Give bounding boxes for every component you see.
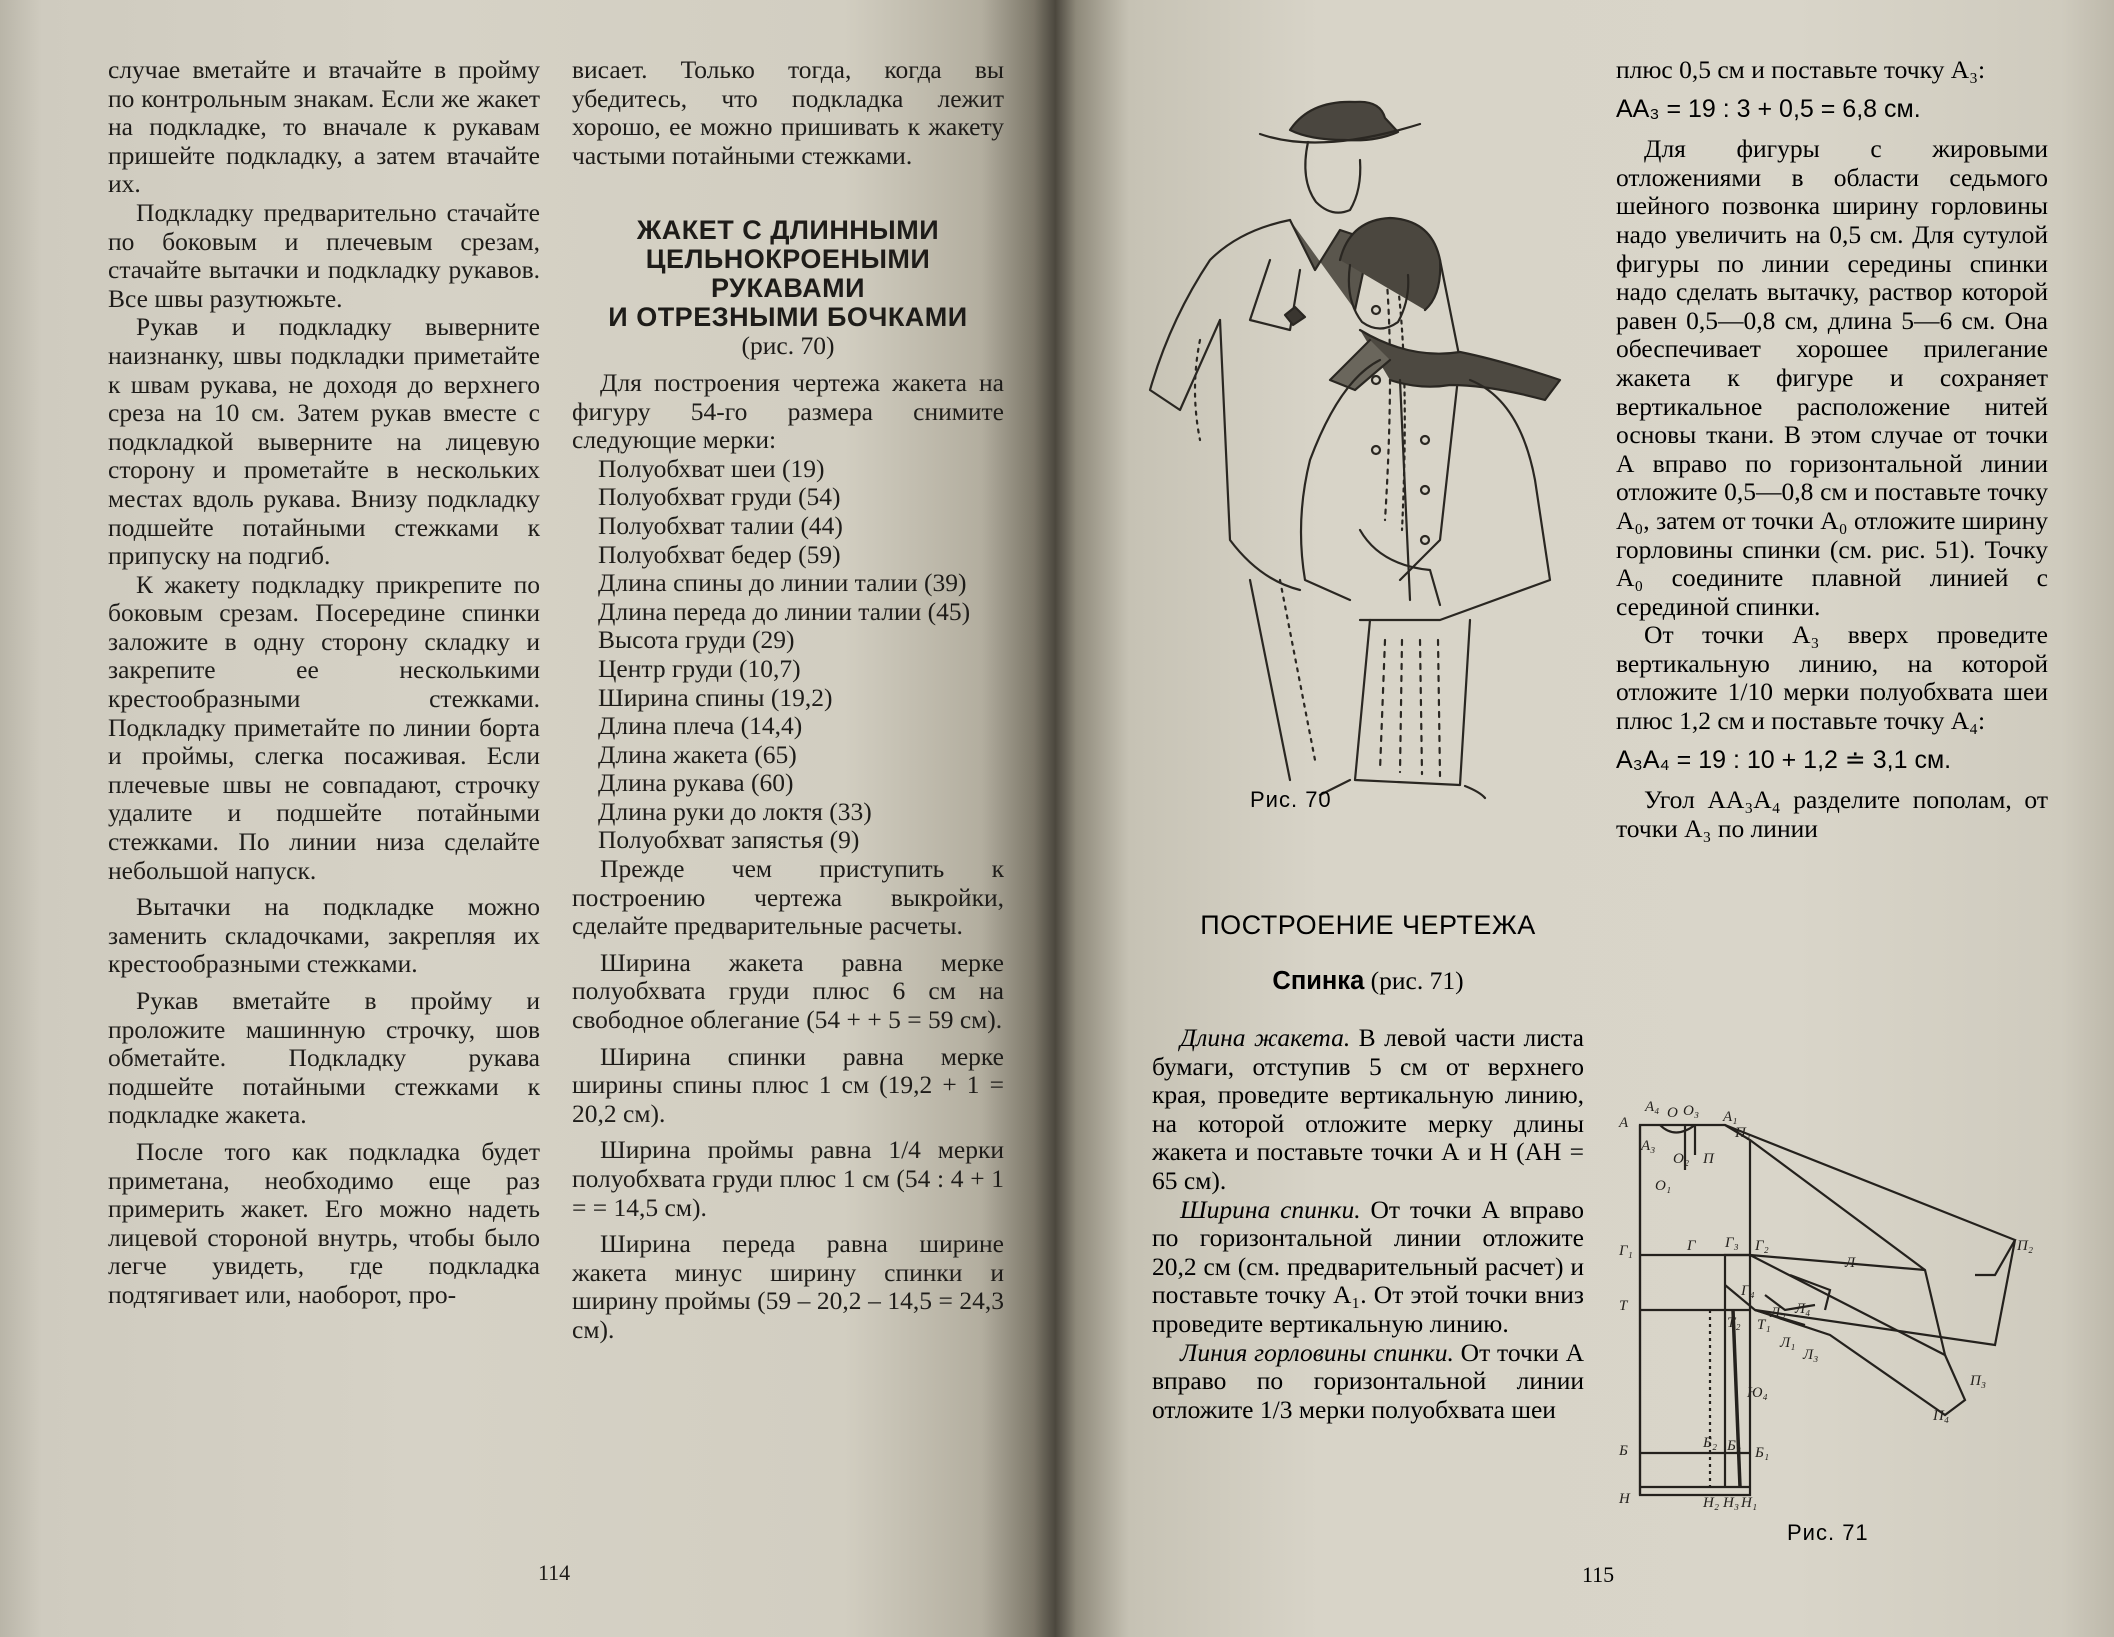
- heading-line: И ОТРЕЗНЫМИ БОЧКАМИ: [608, 302, 968, 333]
- figure-point-label: А₄: [1645, 1099, 1660, 1115]
- paragraph: К жакету подкладку прикрепите по боковым срезам. Посередине спинки заложите в одну сторону складку и закрепите ее несколькими крестообразными стежками. Подкладку приметайте по линии борта и проймы, слегка посаживая. Если плечевые швы не совпадают, строчку удалите и подшейте потайными стежками. По линии низа сделайте небольшой напуск.: [108, 569, 540, 885]
- list-item: Полуобхват бедер (59): [598, 539, 841, 569]
- paragraph: плюс 0,5 см и поставьте точку А₃:: [1616, 55, 1986, 84]
- paragraph: Ширина жакета равна мерке полуобхвата груди плюс 6 см на свободное облегание (54 + + 5 = 59 см).: [572, 947, 1004, 1035]
- figure-point-label: П₄: [1933, 1408, 1950, 1424]
- left-page: [0, 0, 1055, 1637]
- figure-point-label: А: [1619, 1115, 1629, 1131]
- left-column-1: [108, 56, 540, 1310]
- paragraph: Угол АА₃А₄ разделите пополам, от точки А₃ по линии: [1616, 785, 2048, 843]
- subsection-title: [1152, 966, 1584, 996]
- list-item: Длина жакета (65): [598, 739, 797, 769]
- list-item: Длина переда до линии талии (45): [598, 596, 971, 626]
- paragraph-text: От точки А вправо по горизонтальной линии отложите 20,2 см (см. предварительный расчет) и поставьте точку А₁. От этой точки вниз проведите вертикальную линию.: [1152, 1194, 1584, 1338]
- figure-point-label: Б: [1619, 1443, 1628, 1459]
- figure-point-label: Г₄: [1741, 1283, 1755, 1299]
- figure-point-label: О₁: [1655, 1178, 1672, 1194]
- figure-point-label: Б₃: [1727, 1438, 1742, 1454]
- paragraph: Рукав и подкладку выверните наизнанку, швы подкладки приметайте к швам рукава, не доходя до верхнего среза на 10 см. Затем рукав вместе с подкладкой выверните на лицевую сторону и прометайте в нескольких местах вдоль рукава. Внизу подкладку подшейте потайными стежками к припуску на подгиб.: [108, 312, 540, 571]
- figure-point-label: Т₁: [1757, 1317, 1771, 1333]
- figure-point-label: Л: [1845, 1255, 1856, 1271]
- figure-point-label: Ю₄: [1747, 1385, 1768, 1401]
- measurements-list: [572, 455, 1004, 855]
- paragraph-lead: Длина жакета.: [1180, 1023, 1351, 1052]
- left-column-2: [572, 56, 1004, 1345]
- figure-71-caption: Рис. 71: [1787, 1520, 1869, 1545]
- figure-point-label: Н: [1619, 1491, 1630, 1507]
- list-item: Полуобхват запястья (9): [598, 825, 860, 855]
- paragraph: После того как подкладка будет приметана, необходимо еще раз примерить жакет. Его можно надеть лицевой стороной внутрь, чтобы было легче увидеть, где подкладка подтягивает или, наоборот, про-: [108, 1136, 540, 1309]
- page-number: 115: [1582, 1562, 1615, 1587]
- pattern-drawing-figure: [1615, 1095, 2045, 1510]
- heading-line: РУКАВАМИ: [711, 273, 865, 304]
- page-number: 114: [538, 1560, 571, 1585]
- list-item: Центр груди (10,7): [598, 653, 801, 683]
- equation: АА₃ = 19 : 3 + 0,5 = 6,8 см.: [1616, 94, 1921, 123]
- paragraph: Вытачки на подкладке можно заменить складочками, закрепляя их крестообразными стежками.: [108, 892, 540, 979]
- paragraph: [1152, 1196, 1584, 1339]
- subsection-bold: Спинка: [1272, 967, 1365, 995]
- heading-figure-ref: (рис. 70): [741, 331, 835, 361]
- figure-point-label: Л₄: [1795, 1301, 1811, 1317]
- figure-point-label: П₃: [1970, 1373, 1987, 1389]
- paragraph: Для построения чертежа жакета на фигуру 54-го размера снимите следующие мерки:: [572, 367, 1004, 455]
- figure-point-label: Л₁: [1780, 1335, 1796, 1351]
- figure-point-label: Н₃: [1723, 1495, 1740, 1510]
- figure-point-label: Г: [1687, 1238, 1696, 1254]
- figure-point-label: Г₁: [1619, 1243, 1633, 1259]
- list-item: Длина спины до линии талии (39): [598, 568, 967, 598]
- paragraph: [1152, 1339, 1584, 1425]
- paragraph: Ширина проймы равна 1/4 мерки полуобхвата груди плюс 1 см (54 : 4 + 1 = = 14,5 см).: [572, 1135, 1004, 1222]
- list-item: Длина руки до локтя (33): [598, 796, 872, 826]
- figure-point-label: П₂: [2017, 1238, 2034, 1254]
- figure-point-label: Г₂: [1755, 1238, 1769, 1254]
- figure-point-label: Г₃: [1725, 1235, 1739, 1251]
- figure-70-caption: Рис. 70: [1250, 787, 1332, 812]
- paragraph: Рукав вметайте в пройму и проложите машинную строчку, шов обметайте. Подкладку рукава подшейте потайными стежками к подкладке жакета.: [108, 986, 540, 1130]
- list-item: Ширина спины (19,2): [598, 682, 833, 712]
- paragraph-lead: Ширина спинки.: [1180, 1194, 1361, 1224]
- equation: А₃А₄ = 19 : 10 + 1,2 ≐ 3,1 см.: [1616, 745, 1952, 774]
- figure-point-label: Н₂: [1703, 1495, 1720, 1510]
- list-item: Длина плеча (14,4): [598, 711, 803, 741]
- paragraph: Прежде чем приступить к построению чертежа выкройки, сделайте предварительные расчеты.: [572, 854, 1004, 941]
- paragraph: От точки А₃ вверх проведите вертикальную линию, на которой отложите 1/10 мерки полуобхвата шеи плюс 1,2 см и поставьте точку А₄:: [1616, 620, 2048, 736]
- paragraph: висает. Только тогда, когда вы убедитесь, что подкладка лежит хорошо, ее можно пришивать к жакету частыми потайными стежками.: [572, 55, 1004, 170]
- figure-point-label: О₂: [1673, 1151, 1690, 1167]
- list-item: Полуобхват шеи (19): [598, 453, 825, 483]
- paragraph: Для фигуры с жировыми отложениями в области седьмого шейного позвонка ширину горловины надо увеличить на 0,5 см. Для сутулой фигуры по линии середины спинки надо сделать вытачку, раствор которой равен 0,5—0,8 см, длина 5—6 см. Она обеспечивает хорошее прилегание жакета к фигуре и сохраняет вертикальное расположение нитей основы ткани. В этом случае от точки А вправо по горизонтальной линии отложите 0,5—0,8 см и поставьте точку А₀, затем от точки А₀ отложите ширину горловины спинки (см. рис. 51). Точку А₀ соедините плавной линией с серединой спинки.: [1616, 134, 2048, 621]
- figure-point-label: П: [1703, 1151, 1714, 1167]
- figure-point-label: Н₁: [1741, 1495, 1758, 1510]
- paragraph: Подкладку предварительно стачайте по боковым и плечевым срезам, стачайте вытачки и подкладку рукавов. Все швы разутюжьте.: [108, 197, 540, 313]
- figure-point-label: Л₃: [1803, 1347, 1819, 1363]
- paragraph: [1152, 1024, 1584, 1196]
- paragraph: случае вметайте и втачайте в пройму по контрольным знакам. Если же жакет на подкладке, то вначале к рукавам пришейте подкладку, а затем втачайте их.: [108, 55, 540, 199]
- figure-point-label: П₁: [1735, 1125, 1752, 1141]
- right-column-1: [1152, 1024, 1584, 1424]
- list-item: Полуобхват талии (44): [598, 510, 843, 540]
- figure-point-label: Т₂: [1727, 1315, 1741, 1331]
- section-title: ПОСТРОЕНИЕ ЧЕРТЕЖА: [1200, 910, 1536, 940]
- paragraph: Ширина спинки равна мерке ширины спины плюс 1 см (19,2 + 1 = 20,2 см).: [572, 1041, 1004, 1128]
- paragraph-text: От точки А вправо по горизонтальной линии отложите 1/3 мерки полуобхвата шеи: [1152, 1337, 1585, 1424]
- figure-point-label: А₁: [1723, 1109, 1738, 1125]
- heading-line: ЖАКЕТ С ДЛИННЫМИ: [636, 215, 940, 246]
- list-item: Полуобхват груди (54): [598, 482, 841, 512]
- paragraph-lead: Линия горловины спинки.: [1180, 1337, 1454, 1367]
- figure-point-label: О: [1667, 1105, 1678, 1121]
- article-heading: [572, 216, 1004, 332]
- paragraph: Ширина переда равна ширине жакета минус ширину спинки и ширину проймы (59 – 20,2 – 14,5 = 24,3 см).: [572, 1229, 1004, 1344]
- fashion-illustration-figure: [1140, 60, 1610, 800]
- figure-point-label: О₃: [1683, 1103, 1700, 1119]
- figure-point-label: Т: [1619, 1298, 1628, 1314]
- list-item: Длина рукава (60): [598, 768, 794, 798]
- figure-point-label: Б₂: [1703, 1435, 1718, 1451]
- list-item: Высота груди (29): [598, 625, 795, 655]
- figure-point-label: Л₂: [1770, 1305, 1786, 1321]
- paragraph-text: В левой части листа бумаги, отступив 5 см от верхнего края, проведите вертикальную линию, на которой отложите мерку длины жакета и поставьте точки А и Н (АН = 65 см).: [1152, 1023, 1584, 1195]
- heading-line: ЦЕЛЬНОКРОЕНЫМИ: [645, 244, 931, 275]
- right-column-2: [1616, 56, 2048, 843]
- figure-point-label: Б₁: [1755, 1445, 1770, 1461]
- figure-point-label: А₃: [1641, 1138, 1656, 1154]
- subsection-ref: (рис. 71): [1370, 966, 1464, 995]
